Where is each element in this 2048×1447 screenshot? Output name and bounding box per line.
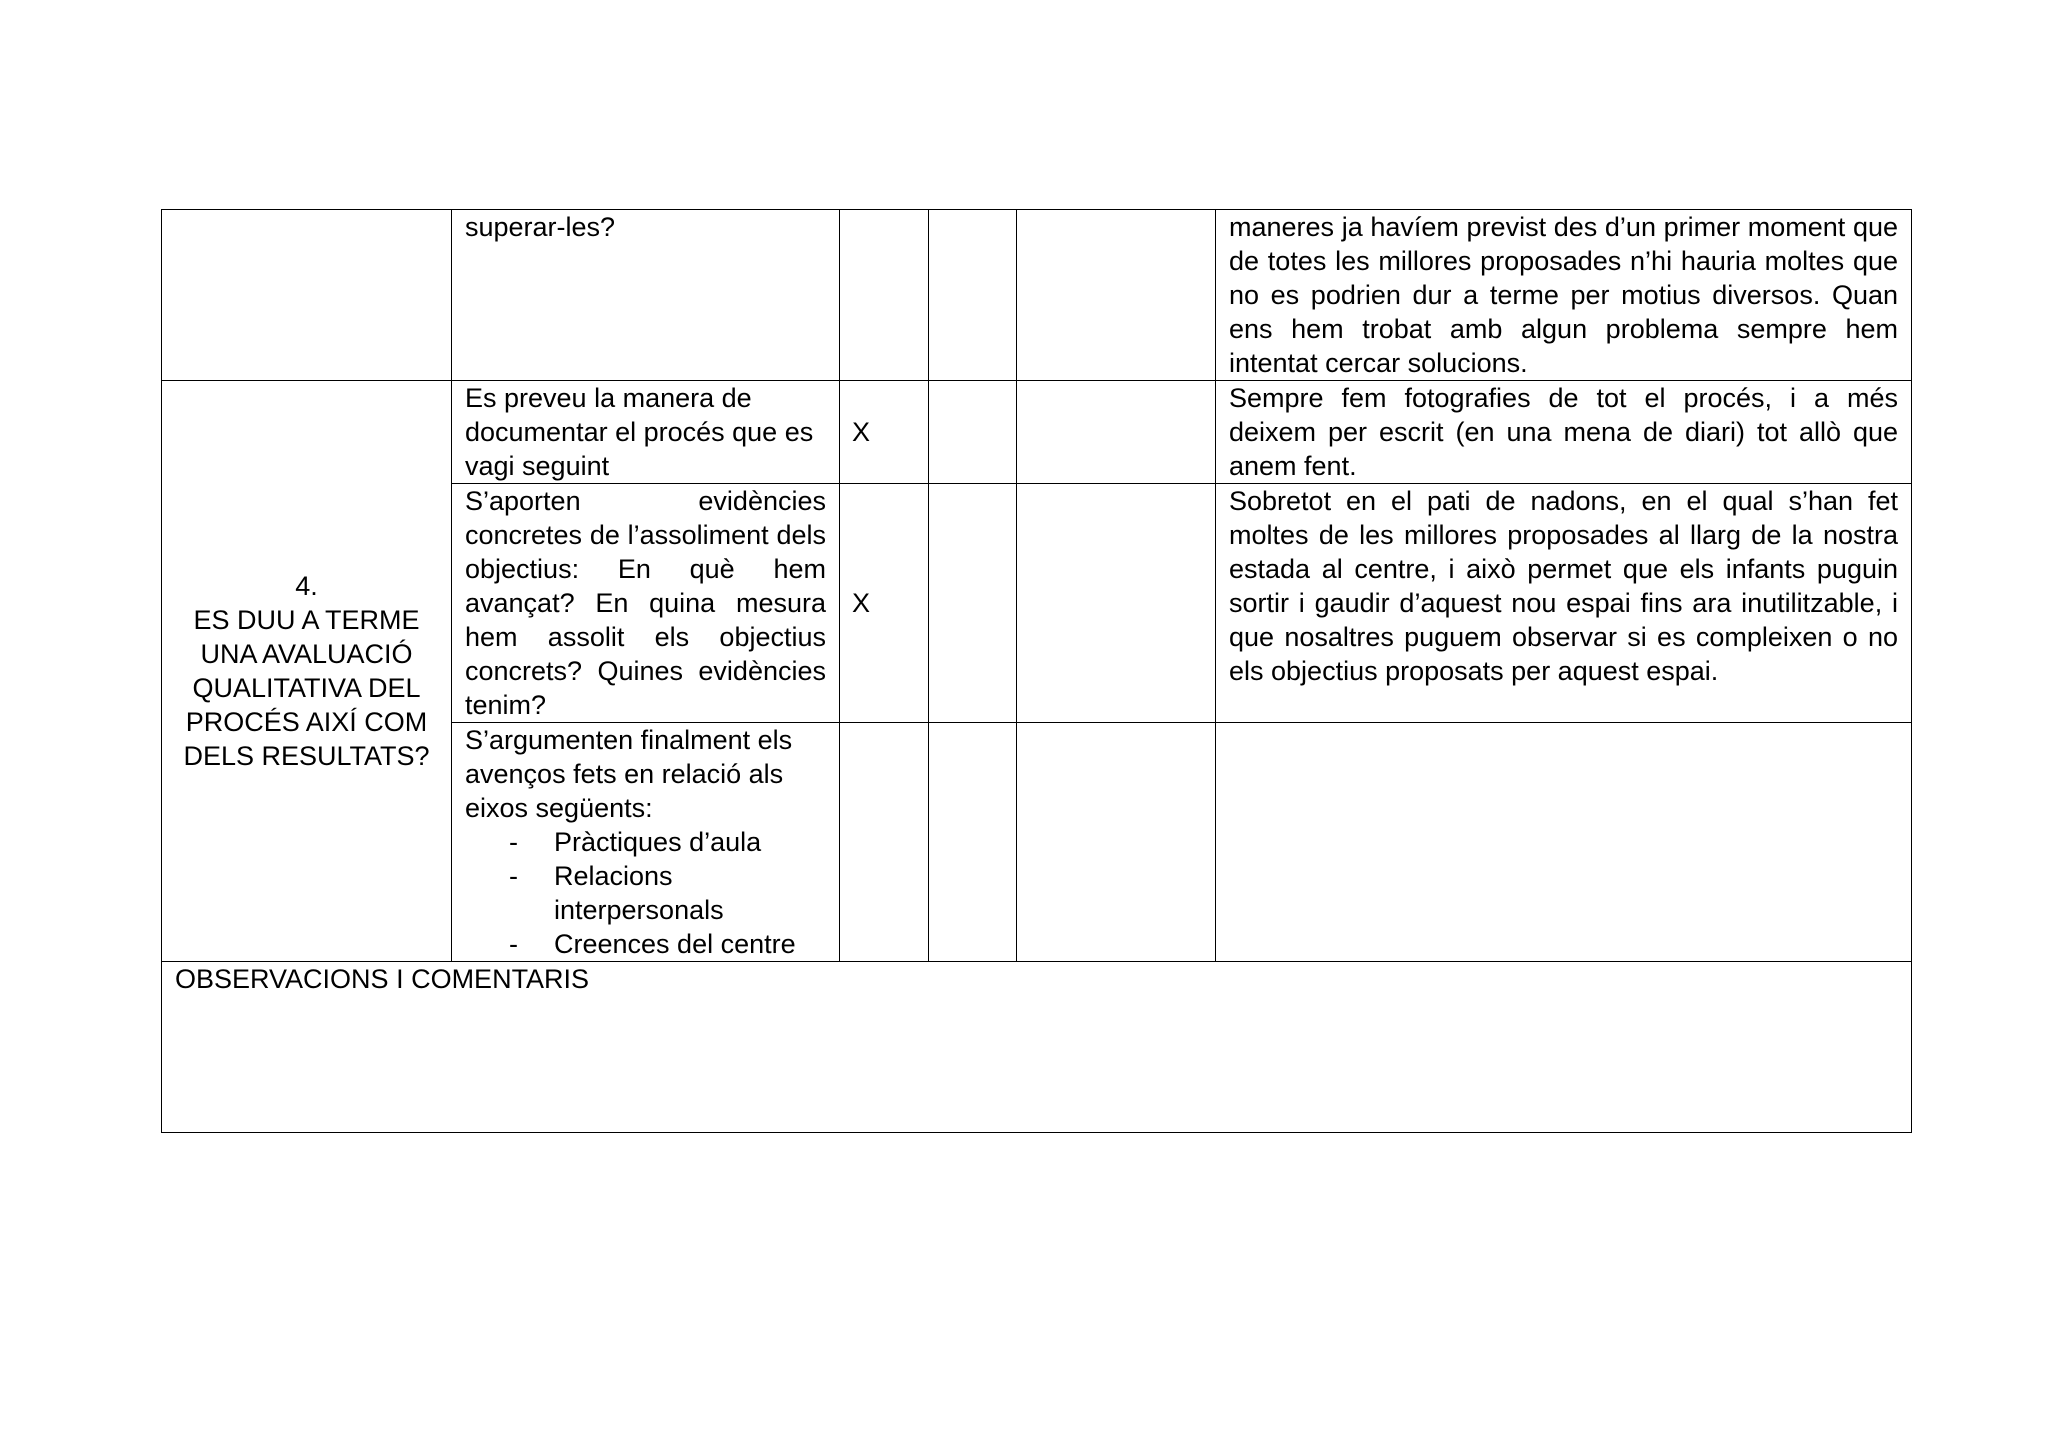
list-item: - Creences del centre	[509, 929, 796, 959]
section-title: ES DUU A TERME UNA AVALUACIÓ QUALITATIVA DEL PROCÉS AIXÍ COM DELS RESULTATS?	[183, 605, 430, 771]
mark-cell-2	[929, 723, 1017, 962]
mark-cell-1	[840, 210, 929, 381]
section-heading-cell	[162, 381, 452, 962]
mark-cell-2	[929, 484, 1017, 723]
table-row	[162, 962, 1912, 1133]
axes-list	[465, 825, 826, 961]
criterion-cell: Es preveu la manera de documentar el procés que es vagi seguint	[452, 381, 840, 484]
criterion-cell: superar-les?	[452, 210, 840, 381]
table-row	[162, 210, 1912, 381]
mark-cell-2	[929, 381, 1017, 484]
mark-cell-1: X	[840, 381, 929, 484]
mark-cell-1: X	[840, 484, 929, 723]
mark-cell-3	[1017, 484, 1216, 723]
table-row	[162, 381, 1912, 484]
comment-cell: Sempre fem fotografies de tot el procés, i a més deixem per escrit (en una mena de diari) tot allò que anem fent.	[1216, 381, 1912, 484]
list-item: - Pràctiques d’aula	[509, 827, 762, 857]
criterion-intro: S’argumenten finalment els avenços fets en relació als eixos següents:	[465, 725, 793, 823]
section-cell-empty	[162, 210, 452, 381]
comment-cell	[1216, 723, 1912, 962]
comment-cell: Sobretot en el pati de nadons, en el qual s’han fet moltes de les millores proposades al llarg de la nostra estada al centre, i això permet que els infants puguin sortir i gaudir d’aquest nou espai fins ara inutilitzable, i que nosaltres puguem observar si es compleixen o no els objectius proposats per aquest espai.	[1216, 484, 1912, 723]
mark-cell-3	[1017, 723, 1216, 962]
criterion-cell: S’aporten evidències concretes de l’assoliment dels objectius: En què hem avançat? En quina mesura hem assolit els objectius concrets? Quines evidències tenim?	[452, 484, 840, 723]
mark-cell-3	[1017, 381, 1216, 484]
mark-cell-3	[1017, 210, 1216, 381]
criterion-cell	[452, 723, 840, 962]
evaluation-table	[161, 209, 1912, 1133]
comment-cell: maneres ja havíem previst des d’un primer moment que de totes les millores proposades n’hi hauria moltes que no es podrien dur a terme per motius diversos. Quan ens hem trobat amb algun problema sempre hem intentat cercar solucions.	[1216, 210, 1912, 381]
list-item: - Relacions interpersonals	[509, 861, 724, 925]
mark-cell-1	[840, 723, 929, 962]
observations-cell: OBSERVACIONS I COMENTARIS	[162, 962, 1912, 1133]
section-number: 4.	[295, 571, 318, 601]
mark-cell-2	[929, 210, 1017, 381]
